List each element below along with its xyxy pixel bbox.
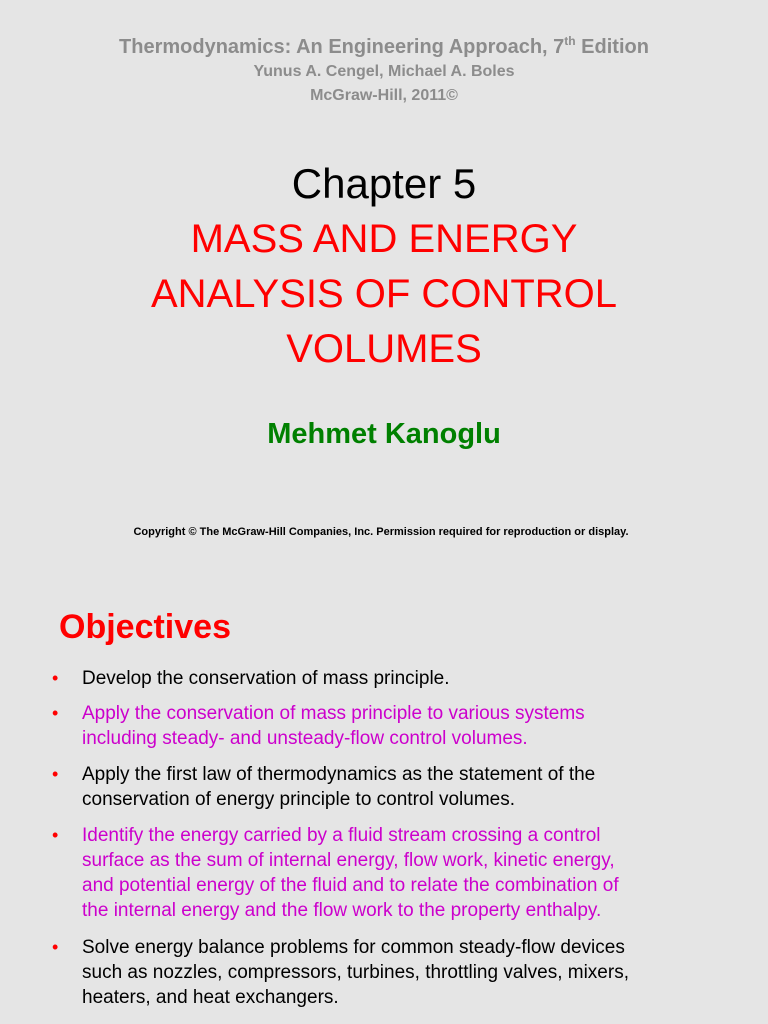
objective-line: such as nozzles, compressors, turbines, throttling valves, mixers, — [82, 962, 629, 983]
bullet-icon: • — [52, 937, 59, 957]
chapter-title-line: VOLUMES — [286, 327, 482, 371]
objective-line: Identify the energy carried by a fluid stream crossing a control — [82, 825, 601, 846]
book-authors: Yunus A. Cengel, Michael A. Boles — [253, 63, 515, 80]
objective-text — [82, 701, 762, 751]
slide-author: Mehmet Kanoglu — [267, 418, 501, 450]
chapter-title — [84, 212, 684, 377]
objective-text — [82, 762, 762, 812]
objective-line: conservation of energy principle to control volumes. — [82, 789, 516, 810]
objective-text — [82, 666, 762, 691]
book-title-superscript: th — [564, 34, 576, 48]
bullet-icon: • — [52, 825, 59, 845]
book-title — [0, 36, 768, 59]
objective-text — [82, 935, 762, 1010]
objective-line: Apply the conservation of mass principle to various systems — [82, 703, 585, 724]
objective-line: Solve energy balance problems for common steady-flow devices — [82, 937, 625, 958]
objective-line: surface as the sum of internal energy, flow work, kinetic energy, — [82, 850, 615, 871]
objective-line: Develop the conservation of mass principle. — [82, 668, 450, 689]
objective-line: and potential energy of the fluid and to relate the combination of — [82, 875, 619, 896]
book-title-suffix: Edition — [575, 36, 649, 58]
book-publisher: McGraw-Hill, 2011© — [310, 87, 458, 104]
copyright-notice: Copyright © The McGraw-Hill Companies, Inc. Permission required for reproduction or display. — [133, 526, 629, 538]
book-title-text: Thermodynamics: An Engineering Approach, 7 — [119, 36, 565, 58]
objective-line: the internal energy and the flow work to the property enthalpy. — [82, 900, 602, 921]
objective-text — [82, 823, 762, 923]
objective-line: heaters, and heat exchangers. — [82, 987, 339, 1008]
chapter-title-line: ANALYSIS OF CONTROL — [150, 272, 617, 316]
chapter-title-line: MASS AND ENERGY — [190, 217, 578, 261]
objective-line: Apply the first law of thermodynamics as the statement of the — [82, 764, 596, 785]
objective-line: including steady- and unsteady-flow control volumes. — [82, 728, 528, 749]
bullet-icon: • — [52, 703, 59, 723]
objectives-slide — [0, 572, 768, 1024]
objectives-heading: Objectives — [59, 608, 231, 646]
bullet-icon: • — [52, 764, 59, 784]
bullet-icon: • — [52, 668, 59, 688]
chapter-label: Chapter 5 — [291, 160, 477, 207]
